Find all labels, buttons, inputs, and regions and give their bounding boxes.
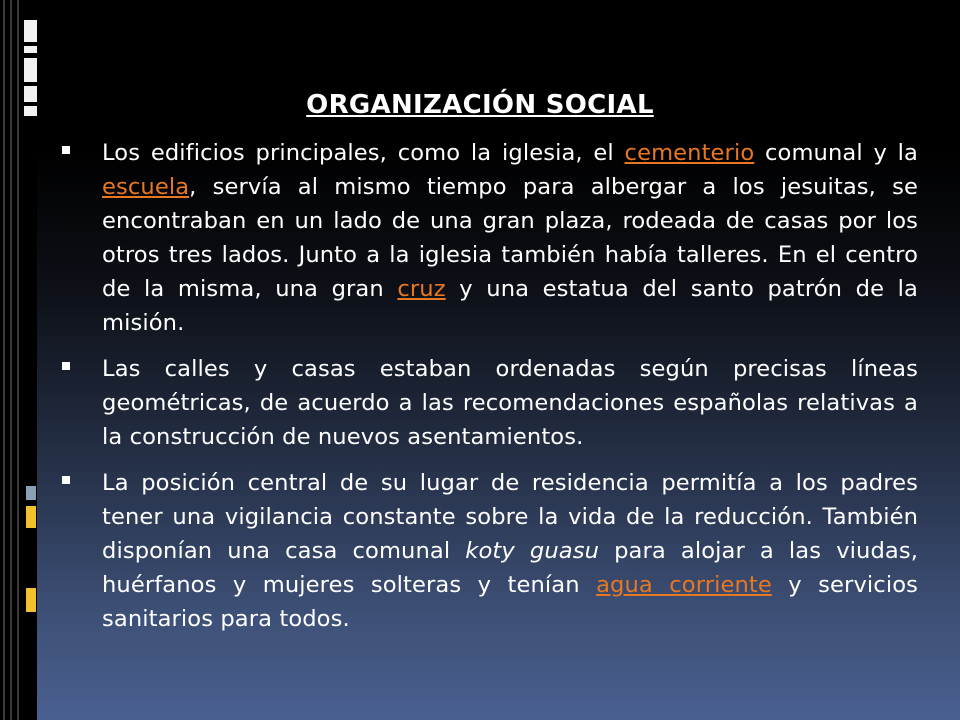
decorative-sidebar [0, 0, 37, 720]
sidebar-line [17, 0, 19, 720]
sidebar-line [3, 0, 5, 720]
bullet-paragraph-1 [62, 136, 918, 340]
bar [24, 86, 37, 102]
square-bullet-icon [62, 362, 70, 370]
bar [24, 58, 37, 82]
link-cruz[interactable]: cruz [397, 276, 446, 302]
paragraph-text: La posición central de su lugar de residencia permitía a los padres tener una vigilancia constante sobre la vida de la reducción. También disponían una casa comunal [102, 470, 918, 564]
bar [24, 20, 37, 42]
paragraph-text: Las calles y casas estaban ordenadas según precisas líneas geométricas, de acuerdo a las recomendaciones españolas relativas a la construcción de nuevos asentamientos. [102, 356, 918, 450]
square-bullet-icon [62, 476, 70, 484]
square-bullet-icon [62, 146, 70, 154]
paragraph-text: , servía al mismo tiempo para albergar a los jesuitas, se encontraban en un lado de una gran plaza, rodeada de casas por los otros tres lados. Junto a la iglesia también había talleres. En el centro de la misma, una gran [102, 174, 918, 302]
accent-mark-blue [26, 486, 36, 500]
bullet-paragraph-2 [62, 352, 918, 454]
paragraph-text: Los edificios principales, como la iglesia, el [102, 140, 625, 166]
link-escuela[interactable]: escuela [102, 174, 190, 200]
paragraph-text: y servicios sanitarios para todos. [102, 572, 918, 632]
link-agua-corriente[interactable]: agua corriente [596, 572, 772, 598]
paragraph-text: comunal y la [754, 140, 918, 166]
accent-mark-gold [26, 506, 36, 528]
italic-term: koty guasu [465, 538, 600, 564]
decorative-bars [24, 0, 38, 130]
accent-mark-gold [26, 588, 36, 612]
sidebar-line [10, 0, 12, 720]
bullet-list [62, 136, 918, 648]
link-cementerio[interactable]: cementerio [624, 140, 755, 166]
bar [24, 106, 37, 116]
bar [24, 46, 37, 53]
bullet-paragraph-3 [62, 466, 918, 636]
slide-title: ORGANIZACIÓN SOCIAL [306, 90, 654, 120]
paragraph-text: y una estatua del santo patrón de la misión. [102, 276, 918, 336]
paragraph-text: para alojar a las viudas, huérfanos y mujeres solteras y tenían [102, 538, 918, 598]
